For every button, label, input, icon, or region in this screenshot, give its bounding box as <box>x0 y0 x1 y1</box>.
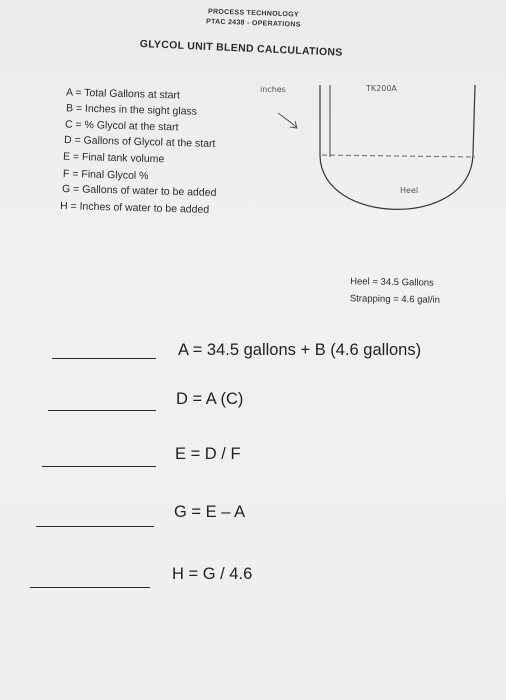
course-name: PROCESS TECHNOLOGY <box>207 8 300 19</box>
tank-label: TK200A <box>366 84 397 93</box>
heel-annotation: Heel <box>400 186 419 195</box>
inches-annotation: inches <box>260 85 286 94</box>
answer-blank-4[interactable] <box>36 526 154 527</box>
arrow-shaft <box>278 113 296 127</box>
strapping-rate: Strapping = 4.6 gal/in <box>349 293 441 306</box>
formula-d: D = A (C) <box>176 390 244 408</box>
definition-h: H = Inches of water to be added <box>59 200 210 216</box>
definition-a: A = Total Gallons at start <box>65 86 181 102</box>
tank-bottom <box>320 155 473 209</box>
answer-blank-3[interactable] <box>42 466 156 467</box>
answer-blank-2[interactable] <box>48 410 156 411</box>
answer-blank-5[interactable] <box>30 587 150 588</box>
formula-h: H = G / 4.6 <box>172 565 253 583</box>
definition-e: E = Final tank volume <box>62 150 165 166</box>
course-code: PTAC 2438 - OPERATIONS <box>205 18 301 29</box>
heel-level-line <box>322 155 475 157</box>
tank-right-wall <box>473 85 475 155</box>
heel-info <box>350 273 441 309</box>
formula-g: G = E – A <box>174 503 246 521</box>
heel-volume: Heel = 34.5 Gallons <box>350 276 434 289</box>
answer-blank-1[interactable] <box>52 358 156 359</box>
definition-g: G = Gallons of water to be added <box>61 182 217 200</box>
tank-diagram <box>260 75 490 255</box>
definition-c: C = % Glycol at the start <box>64 118 179 134</box>
definition-b: B = Inches in the sight glass <box>65 102 198 118</box>
formula-a: A = 34.5 gallons + B (4.6 gallons) <box>178 341 422 359</box>
formula-e: E = D / F <box>175 445 241 463</box>
page-title: GLYCOL UNIT BLEND CALCULATIONS <box>139 38 343 59</box>
definition-f: F = Final Glycol % <box>62 167 149 183</box>
definition-d: D = Gallons of Glycol at the start <box>63 134 216 150</box>
